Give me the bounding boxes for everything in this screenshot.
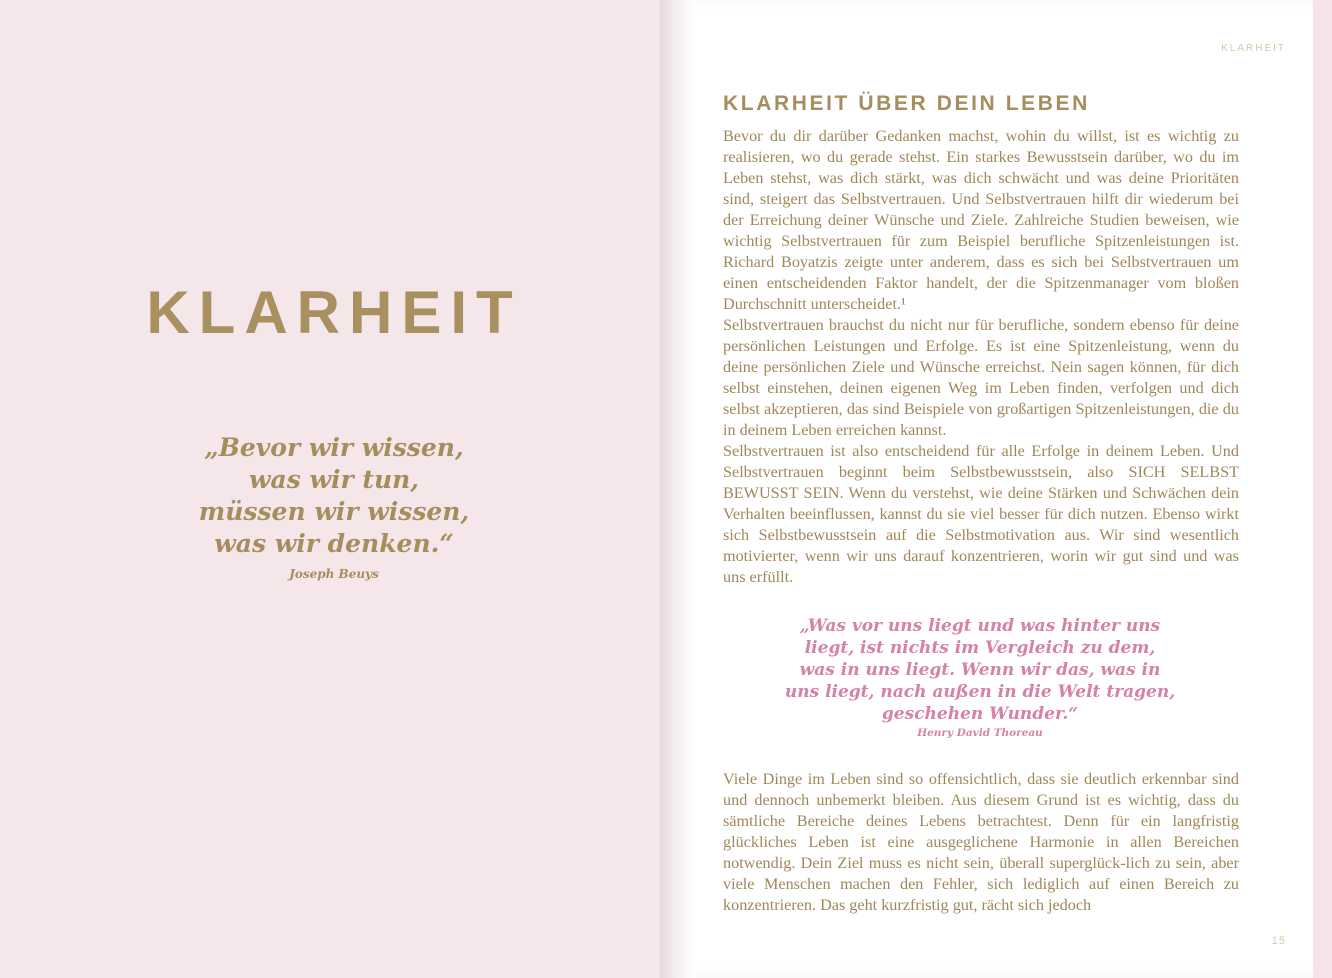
body-text-block [723, 769, 1239, 916]
page-gutter [660, 0, 696, 978]
pull-quote-author: Henry David Thoreau [917, 727, 1043, 739]
paragraph: Bevor du dir darüber Gedanken machst, wohin du willst, ist es wichtig zu realisieren, wo du gerade stehst. Ein starkes Bewusstsein darüber, wo du im Leben stehst, was dich stärkt, was dich schwächt und was deine Prioritäten sind, steigert das Selbstvertrauen. Und Selbstvertrauen hilft dir wiederum bei der Erreichung deiner Wünsche und Ziele. Zahlreiche Studien beweisen, wie wichtig Selbstvertrauen für zum Beispiel berufliche Spitzenleistungen ist. Richard Boyatzis zeigte unter anderem, dass es sich bei Selbstvertrauen um einen entscheidenden Faktor handelt, der die Spitzenmanager vom bloßen Durchschnitt unterscheidet.¹ [723, 127, 1239, 313]
quote-line: was wir tun, [249, 465, 419, 494]
quote-author: Joseph Beuys [289, 567, 379, 581]
section-heading: KLARHEIT ÜBER DEIN LEBEN [723, 92, 1090, 115]
running-head: KLARHEIT [1221, 43, 1286, 54]
paragraph: Selbstvertrauen ist also entscheidend für alle Erfolge in deinem Leben. Und Selbstvertrauen beginnt beim Selbstbewusstsein, also SICH SELBST BEWUSST SEIN. Wenn du verstehst, wie deine Stärken und Schwächen dein Verhalten beeinflussen, kannst du sie viel besser für dich nutzen. Ebenso wirkt sich Selbstbewusstsein auf die Selbstmotivation aus. Wir sind wesentlich motivierter, wenn wir uns darauf konzentrieren, worin wir gut sind und was uns erfüllt. [723, 442, 1239, 586]
quote-line: geschehen Wunder.“ [881, 704, 1079, 724]
paragraph: Viele Dinge im Leben sind so offensichtlich, dass sie deutlich erkennbar sind und dennoch unbemerkt bleiben. Aus diesem Grund ist es wichtig, dass du sämtliche Bereiche deines Lebens betrachtest. Denn für ein langfristig glückliches Leben ist eine ausgeglichene Harmonie in allen Bereichen notwendig. Dein Ziel muss es nicht sein, überall superglück-lich zu sein, aber viele Menschen machen den Fehler, sich lediglich auf einen Bereich zu konzentrieren. Das geht kurzfristig gut, rächt sich jedoch [723, 770, 1239, 914]
quote-line: was wir denken.“ [214, 529, 454, 558]
paragraph: Selbstvertrauen brauchst du nicht nur für berufliche, sondern ebenso für deine persönlichen Leistungen und Erfolge. Es ist eine Spitzenleistung, wenn du deine persönlichen Ziele und Wünsche erreichst. Nein sagen können, für dich selbst einstehen, deinen eigenen Weg im Leben finden, verfolgen und dich selbst akzeptieren, das sind Beispiele von großartigen Spitzenleistungen, die du in deinem Leben erreichen kannst. [723, 316, 1239, 439]
chapter-title: KLARHEIT [146, 279, 522, 346]
left-page [0, 0, 664, 978]
chapter-quote [150, 432, 518, 560]
quote-line: was in uns liegt. Wenn wir das, was in [799, 660, 1161, 680]
body-text-block [723, 126, 1239, 588]
pull-quote [760, 615, 1200, 725]
quote-line: „Was vor uns liegt und was hinter uns [799, 616, 1161, 636]
quote-line: liegt, ist nichts im Vergleich zu dem, [804, 638, 1156, 658]
page-number: 15 [1271, 935, 1286, 947]
quote-line: „Bevor wir wissen, [204, 433, 464, 462]
page-edge [1313, 0, 1332, 978]
quote-line: uns liegt, nach außen in die Welt tragen, [784, 682, 1176, 702]
quote-line: müssen wir wissen, [198, 497, 470, 526]
